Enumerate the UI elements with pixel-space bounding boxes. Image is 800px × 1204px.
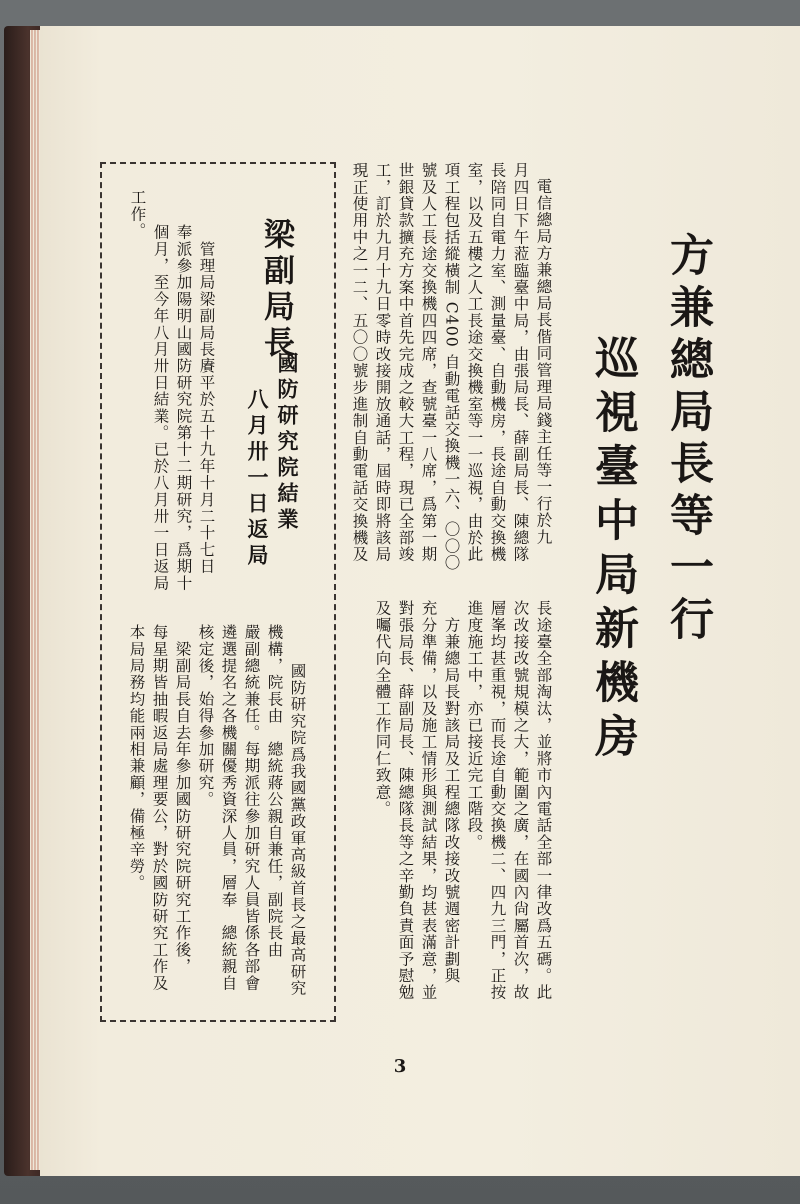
- sidebar-upper-line: 管理局梁副局長賡平於五十九年十月二十七日: [197, 224, 216, 575]
- article-lower-line: 對張局長、薛副局長、陳總隊長等之辛勤負責面予慰勉: [396, 600, 415, 1001]
- sidebar-upper-line: 奉派參加陽明山國防研究院第十二期研究，爲期十: [174, 224, 193, 592]
- article-upper-line: 號及人工長途交換機四四席，查號臺一八席，爲第一期: [419, 162, 438, 563]
- article-upper-line: 項工程包括縱橫制 C400 自動電話交換機一六、〇〇〇: [442, 162, 461, 572]
- article-upper-line: 室，以及五樓之人工長途交換機室等一一巡視，由於此: [465, 162, 484, 563]
- sidebar-lower-line: 核定後，始得參加研究。: [196, 624, 215, 808]
- sidebar-subtitle-1: 國防研究院結業: [275, 352, 299, 534]
- sidebar-lower-line: 本局局務均能兩相兼顧，備極辛勞。: [127, 624, 146, 892]
- sidebar-lower-line: 遴選提名之各機關優秀資深人員，層奉 總統親自: [219, 624, 238, 992]
- sidebar-lower-line: 嚴副總統兼任。每期派往參加研究人員皆係各部會: [242, 624, 261, 992]
- sidebar-upper-line: 個月，至今年八月卅日結業。已於八月卅一日返局: [151, 224, 170, 592]
- article-upper-line: 現正使用中之一二、五〇〇號步進制自動電話交換機及: [350, 162, 369, 563]
- sidebar-title: 梁副局長: [258, 218, 294, 362]
- article-lower-line: 層峯均甚重視，而長途自動交換機二、四九三門，正按: [488, 600, 507, 1001]
- article-lower-line: 進度施工中，亦已接近完工階段。: [465, 600, 484, 851]
- article-subtitle: 巡視臺中局新機房: [587, 335, 638, 767]
- article-upper-line: 長陪同自電力室、測量臺、自動機房，長途自動交換機: [488, 162, 507, 563]
- sidebar-subtitle-2: 八月卅一日返局: [245, 388, 269, 570]
- article-lower-line: 及囑代向全體工作同仁致意。: [373, 600, 392, 818]
- article-upper-line: 月四日下午蒞臨臺中局，由張局長、薛副局長、陳總隊: [511, 162, 530, 563]
- sidebar-lower-line: 機構，院長由 總統蔣公親自兼任，副院長由: [265, 624, 284, 958]
- sidebar-lower-line: 梁副局長自去年參加國防研究院研究工作後，: [173, 624, 192, 975]
- article-lower-line: 長途臺全部淘汰，並將市內電話全部一律改爲五碼。此: [534, 600, 553, 1001]
- sidebar-lower-line: 每星期皆抽暇返局處理要公，對於國防研究工作及: [150, 624, 169, 992]
- page-number: 3: [393, 1056, 407, 1077]
- article-upper-line: 電信總局方兼總局長偕同管理局錢主任等一行於九: [534, 178, 553, 546]
- article-lower-line: 次改接改號規模之大，範圍之廣，在國內尙屬首次，故: [511, 600, 530, 1001]
- article-lower-line: 方兼總局長對該局及工程總隊改接改號週密計劃與: [442, 600, 461, 985]
- article-lower-line: 充分準備，以及施工情形與測試結果，均甚表滿意，並: [419, 600, 438, 1001]
- sidebar-upper-line: 工作。: [128, 189, 147, 240]
- article-title: 方兼總局長等一行: [662, 232, 713, 648]
- sidebar-lower-line: 國防研究院爲我國黨政軍高級首長之最高研究: [288, 646, 307, 997]
- article-upper-line: 工，訂於九月十九日零時改接開放通話，屆時即將該局: [373, 162, 392, 563]
- article-upper-line: 世銀貸款擴充方案中首先完成之較大工程，現已全部竣: [396, 162, 415, 563]
